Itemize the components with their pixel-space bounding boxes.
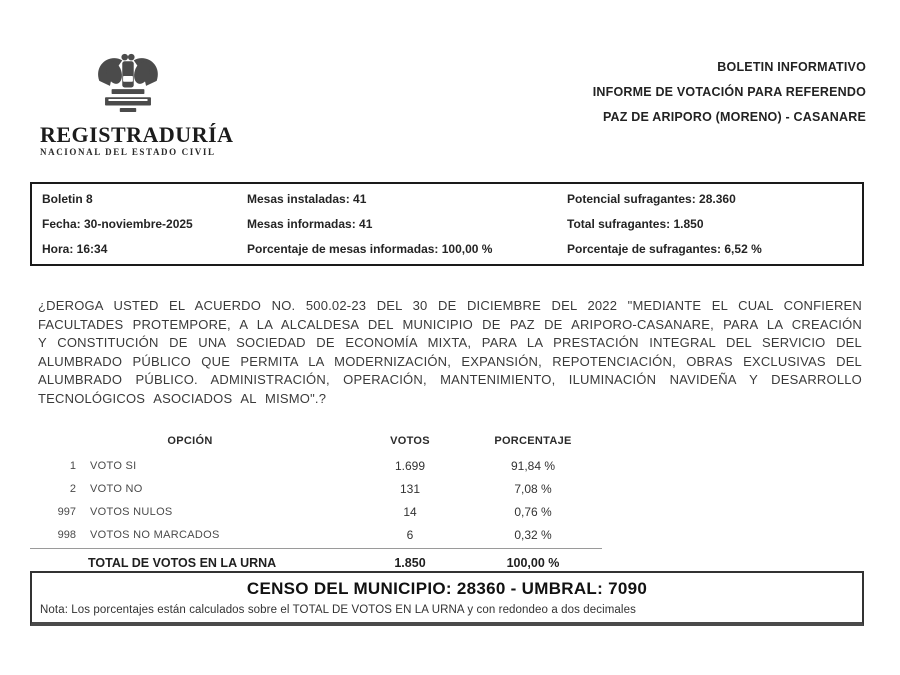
option-number: 1 — [69, 459, 76, 472]
option-label: VOTOS NULOS — [90, 505, 173, 518]
option-number: 998 — [57, 528, 76, 541]
info-mesas-instaladas: Mesas instaladas: 41 — [247, 191, 367, 206]
bulletin-header — [593, 55, 866, 130]
option-votes: 6 — [406, 527, 414, 542]
option-votes: 1.699 — [394, 458, 426, 473]
option-percentage: 0,32 % — [514, 527, 552, 542]
total-label: TOTAL DE VOTOS EN LA URNA — [88, 555, 277, 570]
info-porcentaje-sufragantes: Porcentaje de sufragantes: 6,52 % — [567, 242, 762, 257]
referendum-question: ¿DEROGA USTED EL ACUERDO NO. 500.02-23 DEL 30 DE DICIEMBRE DEL 2022 "MEDIANTE EL CUAL CONFIEREN FACULTADES PROTEMPORE, A LA ALCALDESA DEL MUNICIPIO DE PAZ DE ARIPORO-CASANARE, PARA LA CREACIÓN Y CONSTITUCIÓN DE UNA SOCIEDAD DE ECONOMÍA MIXTA, PARA LA PRESTACIÓN INTEGRAL DEL SERVICIO DEL ALUMBRADO PÚBLICO QUE PERMITA LA MODERNIZACIÓN, EXPANSIÓN, REPOTENCIACIÓN, OBRAS EXCLUSIVAS DEL ALUMBRADO PÚBLICO. ADMINISTRACIÓN, OPERACIÓN, MANTENIMIENTO, ILUMINACIÓN NAVIDEÑA Y DESARROLLO TECNOLÓGICOS ASOCIADOS AL MISMO".? — [38, 298, 862, 406]
total-votes: 1.850 — [394, 555, 426, 570]
column-header-opcion: OPCIÓN — [167, 435, 213, 447]
header-line-2: INFORME DE VOTACIÓN PARA REFERENDO — [592, 85, 866, 99]
info-total-sufragantes: Total sufragantes: 1.850 — [567, 216, 704, 231]
option-label: VOTO SI — [90, 459, 137, 472]
info-fecha: Fecha: 30-noviembre-2025 — [42, 216, 193, 231]
option-percentage: 91,84 % — [510, 458, 556, 473]
option-label: VOTOS NO MARCADOS — [90, 528, 220, 541]
info-potencial-sufragantes: Potencial sufragantes: 28.360 — [567, 191, 736, 206]
option-label: VOTO NO — [90, 482, 143, 495]
option-percentage: 7,08 % — [514, 481, 552, 496]
column-header-votos: VOTOS — [390, 435, 430, 447]
censo-box — [30, 571, 864, 626]
option-percentage: 0,76 % — [514, 504, 552, 519]
info-boletin: Boletin 8 — [42, 191, 93, 206]
header-line-1: BOLETIN INFORMATIVO — [717, 60, 866, 74]
censo-title: CENSO DEL MUNICIPIO: 28360 - UMBRAL: 7090 — [246, 579, 648, 598]
column-header-porcentaje: PORCENTAJE — [494, 435, 572, 447]
censo-note: Nota: Los porcentajes están calculados sobre el TOTAL DE VOTOS EN LA URNA y con redondeo a dos decimales — [40, 604, 636, 616]
info-mesas-informadas: Mesas informadas: 41 — [247, 216, 373, 231]
info-porcentaje-mesas: Porcentaje de mesas informadas: 100,00 % — [247, 242, 493, 257]
table-row — [30, 523, 602, 546]
header-line-3: PAZ DE ARIPORO (MORENO) - CASANARE — [602, 110, 866, 124]
info-hora: Hora: 16:34 — [42, 242, 108, 257]
total-percentage: 100,00 % — [506, 555, 560, 570]
logo-title: REGISTRADURÍA — [40, 122, 234, 147]
results-header-row — [30, 430, 602, 452]
option-number: 2 — [69, 482, 76, 495]
registraduria-logo — [40, 48, 234, 157]
bulletin-info-box — [30, 182, 864, 266]
option-votes: 131 — [399, 481, 421, 496]
option-number: 997 — [57, 505, 76, 518]
logo-subtitle: NACIONAL DEL ESTADO CIVIL — [40, 147, 216, 157]
table-row — [30, 477, 602, 500]
table-row — [30, 500, 602, 523]
option-votes: 14 — [403, 504, 417, 519]
table-row — [30, 454, 602, 477]
coat-of-arms-icon — [87, 48, 169, 122]
results-table — [30, 430, 602, 579]
